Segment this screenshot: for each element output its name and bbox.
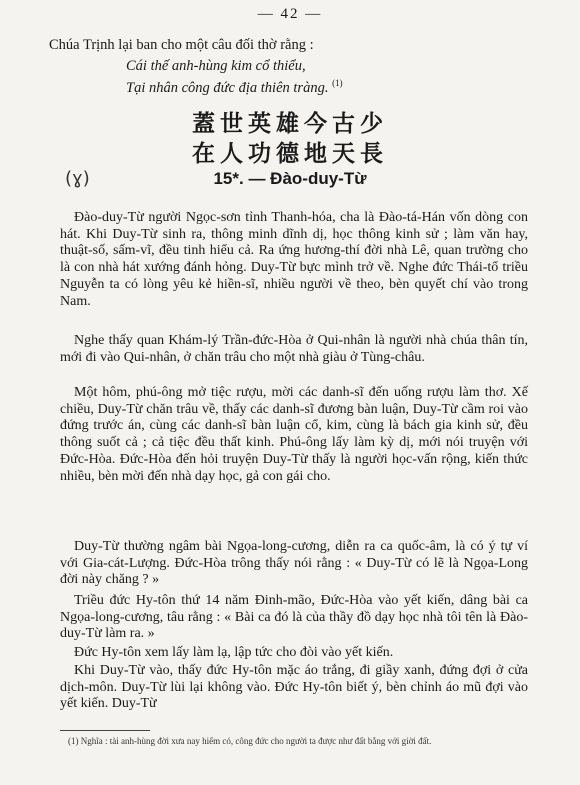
paragraph-text: Duy-Từ thường ngâm bài Ngọa-long-cương, diễn ra ca quốc-âm, là có ý tự ví với Gia-cát-Lượng. Đức-Hòa trông thấy nói rằng : « Duy-Từ có lẽ là Ngọa-Long đời này chăng ? » — [60, 539, 528, 588]
paragraph-4 — [60, 539, 528, 589]
paragraph-6 — [60, 645, 528, 662]
page-number: — 42 — — [257, 6, 323, 22]
paragraph-text: Khi Duy-Từ vào, thấy đức Hy-tôn mặc áo trắng, đi giầy xanh, đứng đợi ở cửa dịch-môn. Duy-Từ lùi lại không vào. Đức Hy-tôn biết ý, bèn chỉnh áo mũ đợi vào yết kiến. Duy-Từ — [60, 663, 528, 712]
paragraph-5 — [60, 593, 528, 643]
paragraph-text: Đào-duy-Từ người Ngọc-sơn tỉnh Thanh-hóa, cha là Đào-tá-Hán vốn dòng con hát. Khi Duy-Từ sinh ra, thông minh dĩnh dị, học thông kinh sử ; làm văn hay, thuật-số, sấm-vĩ, đều tinh hiểu cả. Ra ứng hương-thí đời nhà Lê, quan trường cho là con nhà hát xướng đánh hỏng. Duy-Từ bực mình trở về. Nghe đức Thái-tổ triều Nguyễn ta có lòng yêu kẻ hiền-sĩ, nhiều người về theo, bèn quyết chí vào trong Nam. — [60, 210, 528, 309]
handwritten-margin-mark: (ɣ) — [65, 168, 90, 189]
hanzi-couplet-line-2: 在人功德地天長 — [192, 141, 388, 167]
paragraph-1 — [60, 210, 528, 310]
paragraph-text: Triều đức Hy-tôn thứ 14 năm Đinh-mão, Đức-Hòa vào yết kiến, dâng bài ca Ngọa-long-cương, tâu rằng : « Bài ca đó là của thầy đồ dạy học nhà tôi tên là Đào-duy-Từ làm ra. » — [60, 593, 528, 642]
intro-line: Chúa Trịnh lại ban cho một câu đối thờ rằng : — [49, 37, 314, 53]
verse-line-1: Cái thế anh-hùng kim cổ thiểu, — [126, 58, 306, 74]
hanzi-couplet-line-1: 蓋世英雄今古少 — [192, 111, 388, 137]
section-title: 15*. — Đào-duy-Từ — [213, 169, 367, 188]
paragraph-text: Đức Hy-tôn xem lấy làm lạ, lập tức cho đòi vào yết kiến. — [74, 645, 394, 660]
paragraph-7 — [60, 663, 528, 713]
verse-line-2-text: Tại nhân công đức địa thiên tràng. — [126, 79, 329, 96]
paragraph-2 — [60, 333, 528, 366]
paragraph-text: Một hôm, phú-ông mở tiệc rượu, mời các danh-sĩ đến uống rượu làm thơ. Xế chiều, Duy-Từ chăn trâu về, thấy các danh-sĩ đương bàn luận, Duy-Từ cầm roi vào đứng trước án, cùng các danh-sĩ bàn luận cổ, kim, cùng là bách gia kinh sử, đều thông suốt cả ; cả tiệc đều thất kinh. Phú-ông lấy làm kỳ dị, mới nói truyện với Đức-Hòa. Đức-Hòa đến hỏi truyện Duy-Từ thấy là người học-vấn rộng, kiến thức nhiều, bèn mời đến nhà dạy học, gả con gái cho. — [60, 385, 528, 484]
footnote — [60, 735, 530, 747]
paragraph-text: Nghe thấy quan Khám-lý Trần-đức-Hòa ở Qui-nhân là người nhà chúa thân tín, mới đi vào Qui-nhân, ở chăn trâu cho một nhà giàu ở Tùng-châu. — [60, 333, 528, 365]
paragraph-3 — [60, 385, 528, 485]
footnote-text: (1) Nghĩa : tài anh-hùng đời xưa nay hiếm có, công đức cho người ta được như đất bằng với giời đất. — [68, 736, 432, 746]
footnote-marker: (1) — [332, 78, 343, 88]
footnote-divider — [60, 730, 150, 731]
verse-line-2 — [126, 78, 343, 97]
